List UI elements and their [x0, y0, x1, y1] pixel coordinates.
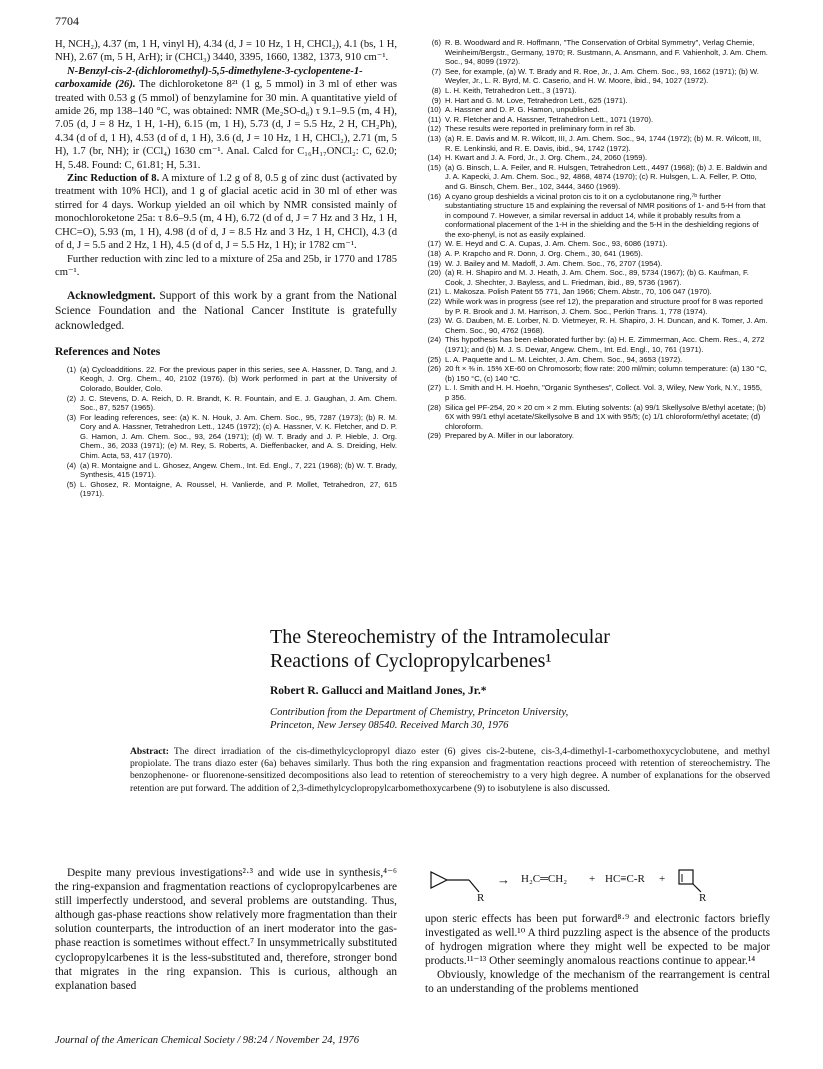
reference-text: Silica gel PF-254, 20 × 20 cm × 2 mm. Eluting solvents: (a) 99/1 Skellysolve B/ethyl acetate; (b) 6X with 99/1 ethyl acetate/Skellysolve B and 1X with 95/5; (c) 1/1 chloroform/ethyl acetate; (d) chloroform.: [445, 402, 766, 431]
reaction-scheme: [425, 866, 775, 906]
acknowledgment: [55, 289, 397, 334]
reference-item: [420, 153, 768, 163]
reference-text: L. Makosza. Polish Patent 55 771, Jan 1966; Chem. Abstr., 70, 106 047 (1970).: [445, 287, 712, 297]
reference-text: V. R. Fletcher and A. Hassner, Tetrahedron Lett., 1071 (1970).: [445, 114, 654, 124]
reference-text: L. I. Smith and H. H. Hoehn, "Organic Syntheses", Collect. Vol. 3, Wiley, New York, N.Y., 1955, p 356.: [445, 383, 763, 402]
reference-item: [55, 413, 397, 461]
reference-text: These results were reported in preliminary form in ref 3b.: [445, 124, 636, 134]
reference-number: (24): [427, 335, 441, 345]
abstract-text: The direct irradiation of the cis-dimethylcyclopropyl diazo ester (6) gives cis-2-butene, cis-3,4-dimethyl-1-carbomethoxycyclobutene, and methyl propiolate. The trans diazo ester (6a) behaves similarly. Thus both the ring expansion and fragmentation reactions proceed with retention of stereochemistry. The benzophenone- or fluorenone-sensitized decompositions also lead to retention of stereochemistry to a very high degree. A number of explanations for the observed retention are put forward. The addition of 2,3-dimethylcyclopropylcarbomethoxycarbene (9) to isobutylene is also discussed.: [130, 746, 770, 794]
reference-item: [420, 403, 768, 432]
scheme-r-left: R: [477, 892, 485, 904]
reference-text: (a) G. Binsch, L. A. Feiler, and R. Hulsgen, Tetrahedron Lett., 4497 (1968); (b) J. E. Baldwin and J. A. Kapecki, J. Am. Chem. Soc., 92, 4868, 4874 (1970); (c) R. Hulsgen, L. A. Feller, P. Otto, and G. Binsch, Chem. Ber., 102, 3444, 3460 (1969).: [445, 162, 767, 191]
reference-text: (a) R. H. Shapiro and M. J. Heath, J. Am. Chem. Soc., 89, 5734 (1967); (b) G. Kaufman, F. Cook, J. Shechter, J. Bayless, and L. Friedman, ibid., 89, 5736 (1967).: [445, 268, 749, 287]
reference-number: (6): [431, 38, 441, 47]
body-left-column: [55, 866, 397, 993]
paragraph: Further reduction with zinc led to a mixture of 25a and 25b, ir 1770 and 1785 cm⁻¹.: [55, 253, 397, 278]
reference-number: (27): [427, 383, 441, 393]
reference-number: (17): [427, 239, 441, 249]
paragraph-body: The dichloroketone 8²¹ (1 g, 5 mmol) in 3 ml of ether was treated with 0.53 g (5 mmol) of benzylamine for 30 min. A quantitative yield of amide 26, mp 138–140 °C, was obtained: NMR (Me₂SO-d₆) τ 9.1–9.5 (m, 4 H), 7.05 (d, J = 8 Hz, 1 H, 1-H), 6.15 (m, 1 H), 5.73 (d, J = 5.5 Hz, 2 H, CH₂Ph), 4.34 (d of d, 1 H), 4.53 (d of d, 1 H), 3.6 (d, J = 10 Hz, 1 H, CHCl₂), 2.71 (m, 5 H), 1.7 (br, NH); ir (CCl₄) 1630 cm⁻¹. Anal. Calcd for C₁₆H₁₇ONCl₂: C, 62.0; H, 5.48. Found: C, 61.81; H, 5.31.: [55, 79, 397, 171]
paragraph: [55, 172, 397, 252]
reference-item: [420, 239, 768, 249]
paragraph: H, NCH₂), 4.37 (m, 1 H, vinyl H), 4.34 (d, J = 10 Hz, 1 H, CHCl₂), 4.1 (bs, 1 H, NH), 2.67 (m, 5 H, ArH); ir (CHCl₃) 3440, 3395, 1660, 1382, 1373, 910 cm⁻¹.: [55, 39, 397, 64]
body-right-column: [425, 912, 770, 997]
reference-text: (a) Cycloadditions. 22. For the previous paper in this series, see A. Hassner, D. Tang, and J. Keogh, J. Org. Chem., 40, 2102 (1976). (b) Work performed in part at the University of Colorado, Boulder, Colo.: [80, 364, 397, 393]
paragraph-body: A mixture of 1.2 g of 8, 0.5 g of zinc dust (activated by treatment with 10% HCl), and 1 g of glacial acetic acid in 30 ml of ether was stirred for 4 days. Workup yielded an oil which by NMR consisted mainly of monochloroketone 25a: τ 8.6–9.5 (m, 4 H), 6.72 (d of d, J = 7 Hz and 3 Hz, 1 H, CHC=O), 5.93 (m, 1 H), 4.98 (d of d, J = 8.5 Hz and 3 Hz, 1 H, CHCl), 4.3 (d of d, J = 5.5 and 2 Hz, 1 H), 4.5 (d of d, J = 5.5 Hz, 1 H); ir 1782 cm⁻¹.: [55, 173, 397, 252]
reference-number: (20): [427, 268, 441, 278]
reference-text: See, for example, (a) W. T. Brady and R. Roe, Jr., J. Am. Chem. Soc., 93, 1662 (1971); (b) W. Weyler, Jr., L. R. Byrd, M. C. Caserio, and H. W. Moore, ibid., 94, 1027 (1972).: [445, 66, 759, 86]
journal-footer: Journal of the American Chemical Society / 98:24 / November 24, 1976: [55, 1035, 360, 1046]
subheading: N-Benzyl-cis-2-(dichloromethyl)-5,5-dimethylene-3-cyclopentene-1-carboxamide (26).: [55, 65, 363, 91]
affiliation: [270, 706, 770, 732]
reference-number: (8): [431, 85, 441, 95]
reference-number: (7): [431, 66, 441, 76]
acknowledgment-heading: Acknowledgment.: [67, 290, 156, 303]
reference-number: (26): [427, 364, 441, 374]
reference-text: H. Hart and G. M. Love, Tetrahedron Lett., 625 (1971).: [445, 95, 628, 105]
reference-text: This hypothesis has been elaborated further by: (a) H. E. Zimmerman, Acc. Chem. Res., 4, 272 (1971); and (b) M. J. S. Dewar, Angew. Chem., Int. Ed. Engl., 10, 761 (1971).: [445, 335, 765, 354]
reference-item: [55, 394, 397, 413]
reference-number: (15): [427, 162, 441, 172]
reference-text: (a) R. Montaigne and L. Ghosez, Angew. Chem., Int. Ed. Engl., 7, 221 (1968); (b) W. T. Brady, Synthesis, 415 (1971).: [80, 460, 397, 480]
reference-item: [420, 259, 768, 269]
reference-item: [420, 67, 768, 86]
reference-item: [420, 383, 768, 402]
reference-number: (3): [66, 412, 76, 422]
reference-number: (1): [66, 364, 76, 374]
reference-number: (16): [427, 191, 441, 201]
reference-number: (19): [427, 258, 441, 268]
paragraph: Obviously, knowledge of the mechanism of the rearrangement is central to an understanding of the problems mentioned: [425, 969, 770, 996]
references-list-left: [55, 365, 397, 499]
scheme-r-right: R: [699, 892, 707, 904]
reference-number: (5): [66, 479, 76, 489]
abstract: [130, 746, 770, 795]
reference-text: 20 ft × ⅜ in. 15% XE-60 on Chromosorb; flow rate: 200 ml/min; column temperature: (a) 130 °C, (b) 150 °C, (c) 140 °C.: [445, 364, 767, 383]
page-number: 7704: [55, 14, 79, 28]
reference-item: [420, 86, 768, 96]
scheme-plus: +: [659, 873, 666, 885]
reference-item: [420, 163, 768, 192]
reference-item: [420, 355, 768, 365]
reference-number: (13): [427, 133, 441, 143]
reference-number: (4): [66, 460, 76, 470]
reference-item: [420, 249, 768, 259]
references-heading: References and Notes: [55, 346, 161, 359]
abstract-label: Abstract:: [130, 746, 169, 757]
reference-item: [420, 115, 768, 125]
reference-number: (23): [427, 316, 441, 326]
reference-item: [55, 365, 397, 394]
reference-text: W. G. Dauben, M. E. Lorber, N. D. Vietmeyer, R. H. Shapiro, J. H. Duncan, and K. Tomer, J. Am. Chem. Soc., 90, 4762 (1968).: [445, 316, 768, 335]
left-text-column: [55, 38, 397, 499]
reference-item: [420, 431, 768, 441]
reference-item: [420, 96, 768, 106]
reference-text: R. B. Woodward and R. Hoffmann, "The Conservation of Orbital Symmetry", Verlag Chemie, Weinheim/Bergstr., Germany, 1970; R. Sustmann, A. Ansmann, and F. Vahienholt, J. Am. Chem. Soc., 94, 8099 (1972).: [445, 38, 768, 67]
reference-number: (12): [427, 124, 441, 134]
reference-text: A. Hassner and D. P. G. Hamon, unpublished.: [445, 105, 600, 115]
acknowledgment-body: Support of this work by a grant from the National Science Foundation and the National Cancer Institute is gratefully acknowledged.: [55, 290, 397, 333]
cyclopropyl-diazo-structure: [425, 866, 485, 902]
reference-number: (28): [427, 402, 441, 412]
reference-text: L. H. Keith, Tetrahedron Lett., 3 (1971).: [445, 85, 577, 95]
reference-text: While work was in progress (see ref 12), the preparation and structure proof for 8 was reported by P. R. Brook and J. M. Harrison, J. Chem. Soc., Perkin Trans. 1, 778 (1974).: [445, 297, 763, 316]
reference-item: [420, 268, 768, 287]
reference-item: [420, 134, 768, 153]
reference-item: [420, 316, 768, 335]
reference-item: [420, 364, 768, 383]
reference-number: (11): [428, 114, 441, 124]
reference-number: (18): [427, 249, 441, 259]
reference-text: W. J. Bailey and M. Madoff, J. Am. Chem. Soc., 76, 2707 (1954).: [445, 258, 663, 268]
reference-text: (a) R. E. Davis and M. R. Wilcott, III, J. Am. Chem. Soc., 94, 1744 (1972); (b) M. R. Wilcott, III, R. E. Lenkinski, and R. E. Davis, ibid., 94, 1742 (1972).: [445, 133, 762, 153]
affiliation-line: Contribution from the Department of Chemistry, Princeton University,: [270, 707, 569, 718]
reference-text: L. Ghosez, R. Montaigne, A. Roussel, H. Vanlierde, and P. Mollet, Tetrahedron, 27, 615 (1971).: [80, 479, 397, 499]
reference-item: [420, 335, 768, 354]
reference-text: A cyano group deshields a vicinal proton cis to it on a cyclobutanone ring,⁷ᵇ further substantiating structure 15 and explaining the reversal of NMR positions of 1- and 5-H from that in compound 7. However, a similar reversal in adduct 14, while it probably results from a conformational placement of the 1-H in the shielding and the 5-H in the deshielding regions of the exo-phenyl, is not as easily explained.: [445, 191, 766, 239]
reference-item: [420, 124, 768, 134]
reference-number: (22): [427, 297, 441, 307]
paragraph: Despite many previous investigations²·³ and wide use in synthesis,⁴⁻⁶ the ring-expansion and fragmentation reactions of cyclopropylcarbenes are still imperfectly understood, and several problems are outstanding. Thus, although gas-phase reactions show relatively more fragmentation than their solution counterparts, the introduction of an inert moderator into the gas-phase reaction is sometimes without effect.⁷ In unsymmetrically substituted cyclopropylcarbenes it is the less-substituted and, therefore, stronger bond that migrates in the ring expansion. This is curious, although an explanation based: [55, 867, 397, 992]
reference-number: (14): [427, 153, 441, 163]
reference-text: J. C. Stevens, D. A. Reich, D. R. Brandt, K. R. Fountain, and E. J. Gaughan, J. Am. Chem. Soc., 87, 5257 (1965).: [80, 393, 397, 413]
scheme-ethylene: H₂C═CH₂: [521, 873, 568, 885]
reference-text: L. A. Paquette and L. M. Leichter, J. Am. Chem. Soc., 94, 3653 (1972).: [445, 354, 683, 364]
reference-number: (25): [427, 354, 441, 364]
paragraph: upon steric effects has been put forward⁸·⁹ and electronic factors briefly investigated as well.¹⁰ A third puzzling aspect is the absence of the products of hydrogen migration where they might well be expected to be major products.¹¹⁻¹³ Other seemingly anomalous reactions continue to appear.¹⁴: [425, 913, 770, 968]
subheading: Zinc Reduction of 8.: [67, 173, 160, 185]
reference-item: [55, 461, 397, 480]
reference-text: W. E. Heyd and C. A. Cupas, J. Am. Chem. Soc., 93, 6086 (1971).: [445, 239, 668, 249]
authors: Robert R. Gallucci and Maitland Jones, Jr.*: [270, 685, 487, 697]
reference-item: [420, 287, 768, 297]
reference-text: For leading references, see: (a) K. N. Houk, J. Am. Chem. Soc., 95, 7287 (1973); (b) R. M. Cory and A. Hassner, Tetrahedron Lett., 1245 (1972); (c) A. Hassner, V. K. Fletcher, and D. P. G. Hamon, J. Am. Chem. Soc., 93, 264 (1971); (d) W. T. Brady and J. P. Hieble, J. Org. Chem., 36, 2033 (1971); (e) M. Rey, S. Roberts, A. Dieffenbacker, and A. S. Dreiding, Helv. Chim. Acta, 53, 417 (1970).: [80, 412, 397, 461]
reference-item: [420, 192, 768, 240]
scheme-alkyne: HC≡C-R: [605, 873, 645, 885]
scheme-plus: +: [589, 873, 596, 885]
reference-text: A. P. Krapcho and R. Donn, J. Org. Chem., 30, 641 (1965).: [445, 249, 643, 259]
reference-number: (29): [427, 431, 441, 441]
reference-item: [55, 480, 397, 499]
article-title: [270, 625, 770, 673]
references-list-right: [420, 38, 768, 441]
reference-number: (9): [431, 95, 441, 105]
title-line: Reactions of Cyclopropylcarbenes¹: [270, 650, 552, 672]
reference-number: (10): [427, 105, 441, 115]
title-line: The Stereochemistry of the Intramolecular: [270, 626, 610, 648]
reference-number: (21): [427, 287, 441, 297]
cyclobutene-structure: [675, 866, 715, 902]
reference-item: [420, 297, 768, 316]
reference-number: (2): [66, 393, 76, 403]
reference-text: H. Kwart and J. A. Ford, Jr., J. Org. Chem., 24, 2060 (1959).: [445, 153, 648, 163]
reference-text: Prepared by A. Miller in our laboratory.: [445, 431, 575, 441]
reaction-arrow: →: [497, 872, 510, 887]
reference-item: [420, 105, 768, 115]
affiliation-line: Princeton, New Jersey 08540. Received March 30, 1976: [270, 720, 509, 731]
paragraph: [55, 65, 397, 172]
reference-item: [420, 38, 768, 67]
